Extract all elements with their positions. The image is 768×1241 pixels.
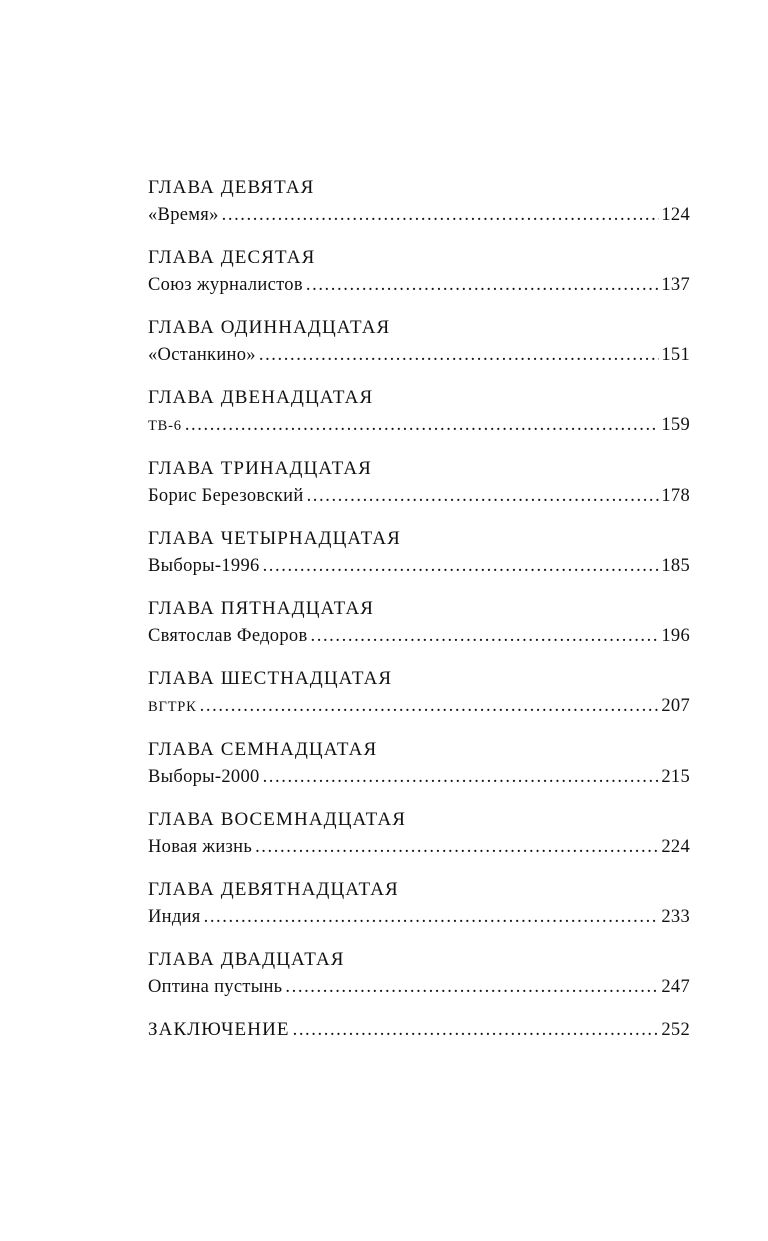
toc-entry-chapter-15 xyxy=(148,595,690,650)
toc-entry-chapter-19 xyxy=(148,876,690,931)
dot-leader xyxy=(200,693,660,720)
toc-line[interactable] xyxy=(148,834,690,861)
dot-leader xyxy=(285,974,659,1001)
page-number: 207 xyxy=(661,696,690,716)
toc-entry-chapter-9 xyxy=(148,174,690,229)
dot-leader xyxy=(204,904,660,931)
dot-leader xyxy=(255,834,659,861)
page-number: 233 xyxy=(661,907,690,927)
dot-leader xyxy=(311,623,660,650)
dot-leader xyxy=(263,764,660,791)
page-number: 137 xyxy=(661,275,690,295)
toc-line[interactable] xyxy=(148,904,690,931)
toc-line[interactable] xyxy=(148,202,690,229)
page-number: 159 xyxy=(661,415,690,435)
toc-line[interactable] xyxy=(148,623,690,650)
chapter-title: «Останкино» xyxy=(148,345,256,365)
dot-leader xyxy=(307,483,660,510)
toc-line[interactable] xyxy=(148,412,690,440)
toc-entry-chapter-12 xyxy=(148,384,690,440)
page-number: 247 xyxy=(661,977,690,997)
toc-line[interactable] xyxy=(148,693,690,721)
page-number: 178 xyxy=(661,486,690,506)
chapter-heading: ГЛАВА ШЕСТНАДЦАТАЯ xyxy=(148,668,393,689)
toc-entry-chapter-10 xyxy=(148,244,690,299)
toc-line[interactable] xyxy=(148,974,690,1001)
chapter-heading: ГЛАВА ДЕВЯТАЯ xyxy=(148,177,315,198)
dot-leader xyxy=(306,272,659,299)
chapter-heading: ГЛАВА ОДИННАДЦАТАЯ xyxy=(148,317,391,338)
chapter-title: Новая жизнь xyxy=(148,837,253,857)
chapter-heading: ГЛАВА ЧЕТЫРНАДЦАТАЯ xyxy=(148,528,401,549)
chapter-title: Борис Березовский xyxy=(148,486,304,506)
dot-leader xyxy=(185,412,660,439)
page-number: 151 xyxy=(661,345,690,365)
page-number: 185 xyxy=(661,556,690,576)
chapter-heading: ГЛАВА СЕМНАДЦАТАЯ xyxy=(148,739,378,760)
chapter-title: Святослав Федоров xyxy=(148,626,308,646)
chapter-title: Выборы-1996 xyxy=(148,556,260,576)
toc-entry-chapter-16 xyxy=(148,665,690,721)
toc-entry-chapter-13 xyxy=(148,455,690,510)
chapter-title: «Время» xyxy=(148,205,219,225)
page-number: 124 xyxy=(661,205,690,225)
toc-entry-chapter-17 xyxy=(148,736,690,791)
toc-line[interactable] xyxy=(148,272,690,299)
chapter-title: Индия xyxy=(148,907,201,927)
chapter-title: ВГТРК xyxy=(148,699,197,715)
toc-line[interactable] xyxy=(148,483,690,510)
toc-line[interactable] xyxy=(148,1016,690,1044)
chapter-heading: ГЛАВА ДВЕНАДЦАТАЯ xyxy=(148,387,374,408)
dot-leader xyxy=(259,342,660,369)
dot-leader xyxy=(222,202,660,229)
dot-leader xyxy=(293,1017,660,1044)
chapter-title: Оптина пустынь xyxy=(148,977,283,997)
chapter-heading: ГЛАВА ДЕВЯТНАДЦАТАЯ xyxy=(148,879,399,900)
chapter-heading: ГЛАВА ПЯТНАДЦАТАЯ xyxy=(148,598,375,619)
toc-line[interactable] xyxy=(148,764,690,791)
conclusion-title: ЗАКЛЮЧЕНИЕ xyxy=(148,1019,290,1040)
toc-line[interactable] xyxy=(148,342,690,369)
chapter-title: ТВ-6 xyxy=(148,418,182,434)
dot-leader xyxy=(263,553,660,580)
chapter-heading: ГЛАВА ДВАДЦАТАЯ xyxy=(148,949,345,970)
toc-line[interactable] xyxy=(148,553,690,580)
toc-entry-chapter-11 xyxy=(148,314,690,369)
page-number: 224 xyxy=(661,837,690,857)
page-number: 215 xyxy=(661,767,690,787)
chapter-title: Выборы-2000 xyxy=(148,767,260,787)
chapter-heading: ГЛАВА ТРИНАДЦАТАЯ xyxy=(148,458,372,479)
page-number: 252 xyxy=(661,1020,690,1040)
toc-entry-chapter-18 xyxy=(148,806,690,861)
chapter-title: Союз журналистов xyxy=(148,275,303,295)
page-number: 196 xyxy=(661,626,690,646)
toc-entry-chapter-14 xyxy=(148,525,690,580)
toc-entry-conclusion xyxy=(148,1016,690,1044)
table-of-contents xyxy=(148,174,690,1059)
chapter-heading: ГЛАВА ВОСЕМНАДЦАТАЯ xyxy=(148,809,407,830)
chapter-heading: ГЛАВА ДЕСЯТАЯ xyxy=(148,247,316,268)
toc-entry-chapter-20 xyxy=(148,946,690,1001)
